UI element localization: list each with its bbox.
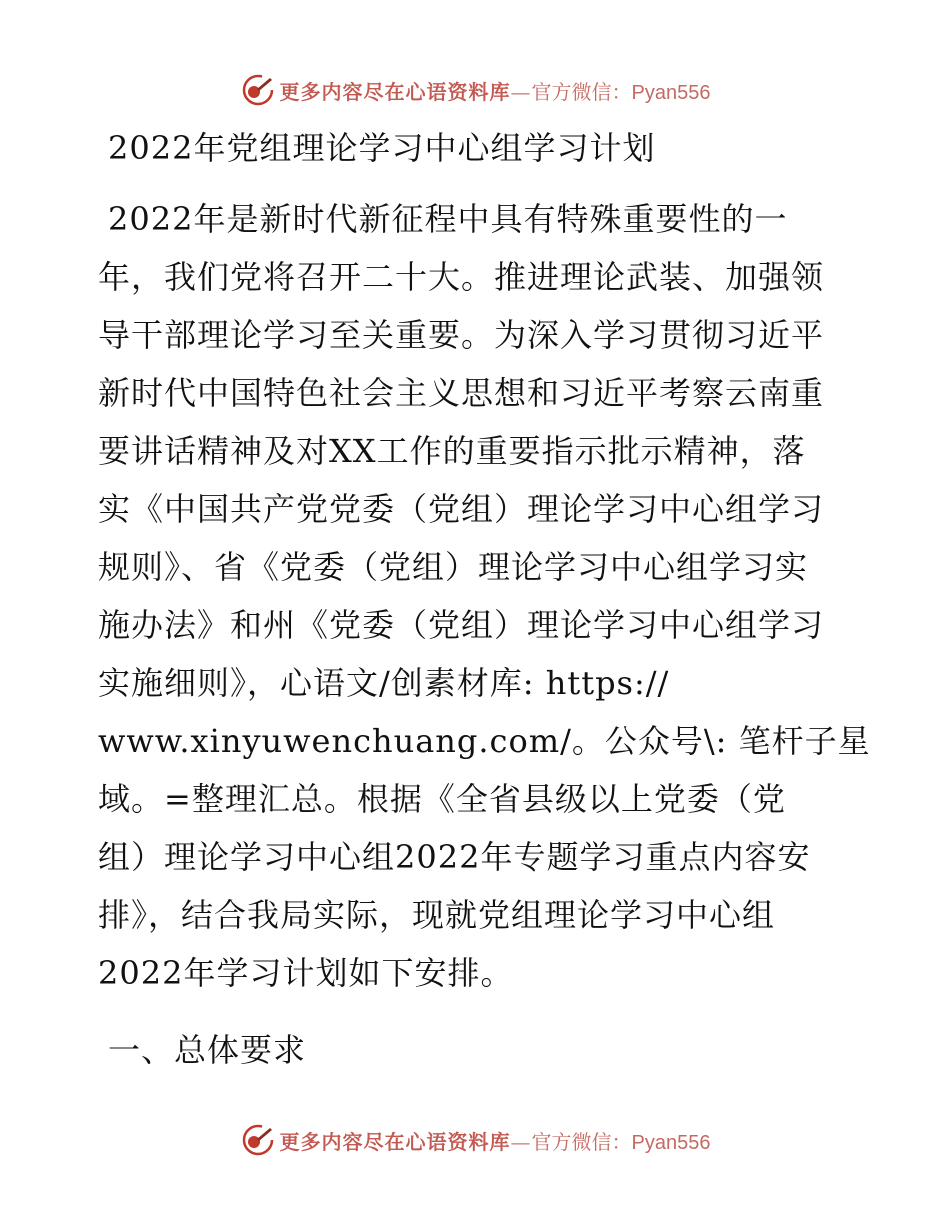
paragraph-line: 域。=整理汇总。根据《全省县级以上党委（党 — [98, 780, 786, 818]
paragraph-line: 规则》、省《党委（党组）理论学习中心组学习实 — [98, 548, 809, 586]
banner-separator: — — [510, 1129, 532, 1154]
document-title: 2022年党组理论学习中心组学习计划 — [108, 129, 656, 167]
pen-logo-icon — [240, 72, 276, 108]
pen-logo-icon — [240, 1122, 276, 1158]
paragraph-line: www.xinyuwenchuang.com/。公众号\: 笔杆子星 — [98, 722, 871, 760]
banner-wechat: 官方微信：Pyan556 — [531, 81, 711, 104]
header-banner — [0, 70, 950, 110]
paragraph-line: 2022年学习计划如下安排。 — [98, 954, 514, 992]
banner-slogan: 更多内容尽在心语资料库 — [279, 79, 511, 104]
paragraph-line: 年，我们党将召开二十大。推进理论武装、加强领 — [98, 258, 825, 296]
paragraph-line: 新时代中国特色社会主义思想和习近平考察云南重 — [98, 374, 825, 412]
body-paragraph — [98, 190, 871, 1002]
paragraph-line: 施办法》和州《党委（党组）理论学习中心组学习 — [98, 606, 825, 644]
paragraph-line: 实施细则》，心语文/创素材库: https:// — [98, 664, 670, 702]
paragraph-line: 实《中国共产党党委（党组）理论学习中心组学习 — [98, 490, 825, 528]
banner-wechat: 官方微信：Pyan556 — [531, 1131, 711, 1154]
banner-separator: — — [510, 79, 532, 104]
footer-banner — [0, 1120, 950, 1160]
paragraph-line: 排》，结合我局实际，现就党组理论学习中心组 — [98, 896, 776, 934]
paragraph-line: 导干部理论学习至关重要。为深入学习贯彻习近平 — [98, 316, 825, 354]
banner-slogan: 更多内容尽在心语资料库 — [279, 1129, 511, 1154]
paragraph-line: 组）理论学习中心组2022年专题学习重点内容安 — [98, 838, 811, 876]
paragraph-line: 2022年是新时代新征程中具有特殊重要性的一 — [108, 200, 788, 238]
section-heading: 一、总体要求 — [108, 1031, 307, 1069]
paragraph-line: 要讲话精神及对XX工作的重要指示批示精神，落 — [98, 432, 806, 470]
